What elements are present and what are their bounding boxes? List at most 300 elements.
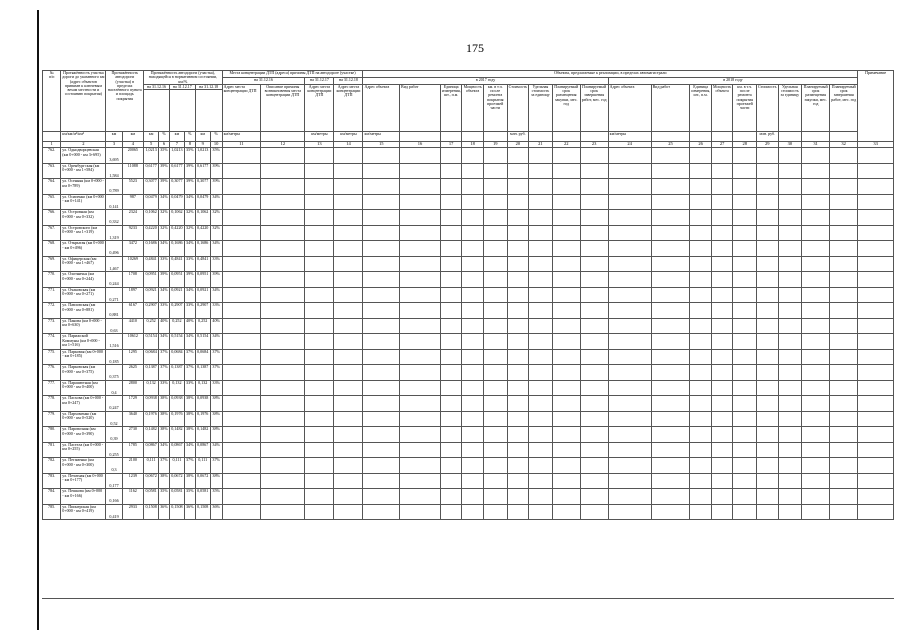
empty-cell bbox=[334, 442, 363, 458]
empty-cell bbox=[222, 318, 261, 334]
obj-address-b: Адрес объекта bbox=[608, 84, 651, 131]
empty-cell bbox=[802, 179, 830, 195]
empty-cell bbox=[651, 318, 690, 334]
empty-cell bbox=[651, 473, 690, 489]
empty-cell bbox=[733, 287, 757, 303]
year-2018: в 2018 году bbox=[608, 77, 858, 84]
row-number: 772. bbox=[43, 303, 61, 319]
empty-cell bbox=[462, 396, 484, 412]
empty-cell bbox=[830, 396, 858, 412]
norm-km-2017: 0,111 bbox=[169, 458, 184, 474]
unit-obj-ucost-b bbox=[778, 132, 802, 142]
empty-cell bbox=[440, 504, 462, 520]
row-number: 763. bbox=[43, 163, 61, 179]
unit-obj: км/метры bbox=[363, 132, 400, 142]
road-name: ул. Парижской Коммуны (км 0+000 - км 1+516) bbox=[61, 334, 106, 350]
empty-cell bbox=[440, 458, 462, 474]
empty-cell bbox=[334, 473, 363, 489]
empty-cell bbox=[802, 225, 830, 241]
empty-cell bbox=[440, 225, 462, 241]
road-area: 1785 bbox=[122, 442, 144, 458]
empty-cell bbox=[462, 365, 484, 381]
empty-cell bbox=[400, 272, 441, 288]
road-area: 1162 bbox=[122, 489, 144, 505]
empty-cell bbox=[757, 489, 779, 505]
empty-cell bbox=[690, 396, 712, 412]
norm-km-2017: 0,1686 bbox=[169, 241, 184, 257]
empty-cell bbox=[440, 179, 462, 195]
empty-cell bbox=[757, 365, 779, 381]
norm-pct-2018: 34% bbox=[210, 442, 222, 458]
empty-cell bbox=[334, 241, 363, 257]
empty-cell bbox=[651, 241, 690, 257]
empty-cell bbox=[778, 380, 802, 396]
empty-cell bbox=[552, 256, 580, 272]
empty-cell bbox=[462, 241, 484, 257]
empty-cell bbox=[507, 318, 529, 334]
norm-km-2016: 1,0213 bbox=[144, 148, 159, 164]
empty-cell bbox=[711, 396, 733, 412]
column-number: 31 bbox=[802, 142, 830, 148]
empty-cell bbox=[802, 396, 830, 412]
empty-cell bbox=[483, 318, 507, 334]
norm-pct-2017: 38% bbox=[184, 396, 195, 412]
empty-cell bbox=[222, 380, 261, 396]
empty-cell bbox=[651, 427, 690, 443]
empty-cell bbox=[305, 380, 334, 396]
empty-cell bbox=[440, 396, 462, 412]
norm-pct-2018: 37% bbox=[210, 458, 222, 474]
row-number: 773. bbox=[43, 318, 61, 334]
road-length: 0,185 bbox=[106, 349, 122, 365]
empty-cell bbox=[733, 256, 757, 272]
norm-km-2018: 0,3077 bbox=[195, 179, 210, 195]
empty-cell bbox=[802, 194, 830, 210]
table-row bbox=[43, 210, 894, 226]
empty-cell bbox=[651, 349, 690, 365]
road-area: 2324 bbox=[122, 210, 144, 226]
norm-km-2018: 0,252 bbox=[195, 318, 210, 334]
norm-pct-2017: 38% bbox=[184, 411, 195, 427]
empty-cell bbox=[305, 473, 334, 489]
empty-cell bbox=[552, 163, 580, 179]
column-number: 6 bbox=[159, 142, 170, 148]
empty-cell bbox=[363, 334, 400, 350]
road-area: 5523 bbox=[122, 179, 144, 195]
empty-cell bbox=[733, 458, 757, 474]
empty-cell bbox=[690, 427, 712, 443]
empty-cell bbox=[462, 194, 484, 210]
empty-cell bbox=[651, 396, 690, 412]
empty-cell bbox=[757, 442, 779, 458]
road-name: ул. Парковская (км 0+000 - км 0+375) bbox=[61, 365, 106, 381]
row-number: 765. bbox=[43, 194, 61, 210]
norm-km-2017: 0,0581 bbox=[169, 489, 184, 505]
empty-cell bbox=[778, 194, 802, 210]
road-area: 3640 bbox=[122, 411, 144, 427]
empty-cell bbox=[608, 148, 651, 164]
road-name: ул. Открытая (км 0+000 - км 0+496) bbox=[61, 241, 106, 257]
empty-cell bbox=[757, 504, 779, 520]
empty-cell bbox=[462, 473, 484, 489]
empty-cell bbox=[529, 458, 553, 474]
unit-pct-c: % bbox=[210, 132, 222, 142]
empty-cell bbox=[552, 287, 580, 303]
table-row bbox=[43, 349, 894, 365]
column-number: 21 bbox=[529, 142, 553, 148]
empty-cell bbox=[733, 194, 757, 210]
empty-cell bbox=[440, 148, 462, 164]
empty-cell bbox=[334, 272, 363, 288]
empty-cell bbox=[261, 427, 305, 443]
empty-cell bbox=[529, 287, 553, 303]
empty-cell bbox=[690, 318, 712, 334]
norm-km-2017: 0,3077 bbox=[169, 179, 184, 195]
empty-cell bbox=[711, 318, 733, 334]
road-name: ул. Паровозная (км 0+000 - км 0+390) bbox=[61, 427, 106, 443]
norm-pct-2016: 37% bbox=[159, 349, 170, 365]
norm-pct-2018: 40% bbox=[210, 318, 222, 334]
empty-cell bbox=[830, 194, 858, 210]
empty-cell bbox=[400, 427, 441, 443]
empty-cell bbox=[757, 225, 779, 241]
row-number: 767. bbox=[43, 225, 61, 241]
empty-cell bbox=[733, 334, 757, 350]
norm-km-2018: 0,5154 bbox=[195, 334, 210, 350]
empty-cell bbox=[733, 380, 757, 396]
empty-cell bbox=[462, 442, 484, 458]
empty-cell bbox=[580, 442, 608, 458]
norm-km-2017: 0,0867 bbox=[169, 442, 184, 458]
empty-cell bbox=[608, 365, 651, 381]
empty-cell bbox=[462, 504, 484, 520]
norm-pct-2016: 33% bbox=[159, 380, 170, 396]
column-number: 29 bbox=[757, 142, 779, 148]
road-name: ул. Островная (км 0+000 - км 0+332) bbox=[61, 210, 106, 226]
empty-cell bbox=[651, 411, 690, 427]
unit-obj-b: км/метры bbox=[608, 132, 651, 142]
unit-km-c: км bbox=[195, 132, 210, 142]
empty-cell bbox=[552, 179, 580, 195]
empty-cell bbox=[580, 458, 608, 474]
empty-cell bbox=[757, 427, 779, 443]
empty-cell bbox=[507, 334, 529, 350]
obj-km-repair: км. в т.ч. после ремонта покрытия проезжей части bbox=[483, 84, 507, 131]
unit-acc: км/метры bbox=[222, 132, 261, 142]
empty-cell bbox=[305, 148, 334, 164]
road-area: 1295 bbox=[122, 349, 144, 365]
empty-cell bbox=[757, 473, 779, 489]
column-number: 19 bbox=[483, 142, 507, 148]
norm-km-2018: 0,2907 bbox=[195, 303, 210, 319]
table-row bbox=[43, 241, 894, 257]
empty-cell bbox=[400, 458, 441, 474]
empty-cell bbox=[552, 489, 580, 505]
empty-cell bbox=[580, 256, 608, 272]
empty-cell bbox=[483, 334, 507, 350]
empty-cell bbox=[400, 194, 441, 210]
unit-km: км bbox=[106, 132, 122, 142]
empty-cell bbox=[222, 225, 261, 241]
empty-cell bbox=[711, 365, 733, 381]
row-number: 782. bbox=[43, 458, 61, 474]
norm-date-a: на 31.12.16 bbox=[144, 84, 170, 89]
empty-cell bbox=[733, 225, 757, 241]
unit-obj-unit-b bbox=[690, 132, 712, 142]
road-length: 1,584 bbox=[106, 163, 122, 179]
empty-cell bbox=[802, 473, 830, 489]
column-number: 1 bbox=[43, 142, 61, 148]
empty-cell bbox=[580, 318, 608, 334]
empty-cell bbox=[222, 504, 261, 520]
empty-cell bbox=[711, 194, 733, 210]
norm-km-2017: 0,2907 bbox=[169, 303, 184, 319]
empty-cell bbox=[529, 241, 553, 257]
column-number: 20 bbox=[507, 142, 529, 148]
obj-unit-b: Единица измерения, шт., п.м. bbox=[690, 84, 712, 131]
road-length: 0,375 bbox=[106, 365, 122, 381]
empty-cell bbox=[261, 241, 305, 257]
unit-acc-b: км/метры bbox=[305, 132, 334, 142]
empty-cell bbox=[552, 194, 580, 210]
empty-cell bbox=[733, 318, 757, 334]
empty-cell bbox=[651, 194, 690, 210]
norm-pct-2016: 34% bbox=[159, 334, 170, 350]
empty-cell bbox=[757, 163, 779, 179]
norm-pct-2016: 35% bbox=[159, 489, 170, 505]
norm-pct-2018: 37% bbox=[210, 365, 222, 381]
norm-pct-2018: 35% bbox=[210, 148, 222, 164]
empty-cell bbox=[440, 365, 462, 381]
empty-cell bbox=[483, 210, 507, 226]
table-row bbox=[43, 380, 894, 396]
empty-cell bbox=[334, 380, 363, 396]
norm-km-2017: 0,0684 bbox=[169, 349, 184, 365]
empty-cell bbox=[580, 365, 608, 381]
empty-cell bbox=[507, 489, 529, 505]
norm-km-2017: 0,4220 bbox=[169, 225, 184, 241]
unit-obj-cost: млн. руб. bbox=[507, 132, 529, 142]
road-area: 10269 bbox=[122, 256, 144, 272]
obj-cost: Стоимость bbox=[507, 84, 529, 131]
empty-cell bbox=[651, 458, 690, 474]
unit-obj-type bbox=[400, 132, 441, 142]
empty-cell bbox=[462, 380, 484, 396]
column-number: 5 bbox=[144, 142, 159, 148]
empty-cell bbox=[580, 241, 608, 257]
norm-pct-2018: 34% bbox=[210, 334, 222, 350]
empty-cell bbox=[507, 148, 529, 164]
road-name: ул. Павловская (км 0+000 - км 0+881) bbox=[61, 303, 106, 319]
empty-cell bbox=[778, 489, 802, 505]
empty-cell bbox=[552, 504, 580, 520]
empty-cell bbox=[222, 272, 261, 288]
header-row-units bbox=[43, 132, 894, 142]
empty-cell bbox=[363, 210, 400, 226]
empty-cell bbox=[363, 148, 400, 164]
empty-cell bbox=[552, 427, 580, 443]
empty-cell bbox=[651, 148, 690, 164]
empty-cell bbox=[507, 256, 529, 272]
empty-cell bbox=[552, 303, 580, 319]
unit-acc-desc bbox=[261, 132, 305, 142]
norm-km-2016: 0,1062 bbox=[144, 210, 159, 226]
road-register-table bbox=[42, 70, 894, 520]
empty-cell bbox=[608, 303, 651, 319]
acc-date-c: на 31.12.18 bbox=[334, 77, 363, 84]
empty-cell bbox=[529, 365, 553, 381]
road-name: ул. Офицерская (км 0+000 - км 1+467) bbox=[61, 256, 106, 272]
norm-km-2016: 0,4841 bbox=[144, 256, 159, 272]
empty-cell bbox=[608, 210, 651, 226]
empty-cell bbox=[507, 194, 529, 210]
empty-cell bbox=[440, 241, 462, 257]
empty-cell bbox=[733, 396, 757, 412]
empty-cell bbox=[802, 504, 830, 520]
row-number: 780. bbox=[43, 427, 61, 443]
empty-cell bbox=[858, 380, 894, 396]
road-name: ул. Пешкова (км 0+000 - км 0+166) bbox=[61, 489, 106, 505]
empty-cell bbox=[552, 225, 580, 241]
unit-no bbox=[43, 132, 61, 142]
norm-pct-2017: 39% bbox=[184, 163, 195, 179]
norm-km-2016: 0,132 bbox=[144, 380, 159, 396]
obj-unit: Единица измерения, шт., п.м. bbox=[440, 84, 462, 131]
obj-plan-start: Планируемый срок размещения закупки, мес. год bbox=[552, 84, 580, 131]
norm-km-2017: 0,132 bbox=[169, 380, 184, 396]
road-length: 0,52 bbox=[106, 411, 122, 427]
empty-cell bbox=[363, 489, 400, 505]
norm-pct-2016: 34% bbox=[159, 287, 170, 303]
road-area: 1239 bbox=[122, 473, 144, 489]
empty-cell bbox=[483, 380, 507, 396]
empty-cell bbox=[529, 179, 553, 195]
empty-cell bbox=[363, 365, 400, 381]
unit-road: км/км/м²/км² bbox=[61, 132, 106, 142]
empty-cell bbox=[507, 473, 529, 489]
empty-cell bbox=[334, 287, 363, 303]
obj-unit-cost-b: Удельная стоимость за единицу bbox=[778, 84, 802, 131]
empty-cell bbox=[462, 272, 484, 288]
empty-cell bbox=[305, 303, 334, 319]
norm-km-2017: 0,252 bbox=[169, 318, 184, 334]
empty-cell bbox=[651, 380, 690, 396]
norm-pct-2018: 34% bbox=[210, 287, 222, 303]
row-number: 779. bbox=[43, 411, 61, 427]
empty-cell bbox=[858, 303, 894, 319]
norm-pct-2016: 33% bbox=[159, 303, 170, 319]
norm-pct-2017: 33% bbox=[184, 303, 195, 319]
column-number: 14 bbox=[334, 142, 363, 148]
empty-cell bbox=[830, 334, 858, 350]
empty-cell bbox=[711, 489, 733, 505]
empty-cell bbox=[830, 411, 858, 427]
empty-cell bbox=[483, 504, 507, 520]
empty-cell bbox=[690, 241, 712, 257]
empty-cell bbox=[400, 318, 441, 334]
norm-pct-2017: 34% bbox=[184, 241, 195, 257]
unit-km-b: км bbox=[169, 132, 184, 142]
empty-cell bbox=[261, 256, 305, 272]
road-length: 0,247 bbox=[106, 396, 122, 412]
empty-cell bbox=[552, 334, 580, 350]
table-row bbox=[43, 442, 894, 458]
table-row bbox=[43, 163, 894, 179]
empty-cell bbox=[334, 303, 363, 319]
empty-cell bbox=[651, 287, 690, 303]
empty-cell bbox=[363, 194, 400, 210]
empty-cell bbox=[483, 489, 507, 505]
unit-obj-ucost bbox=[529, 132, 553, 142]
empty-cell bbox=[757, 396, 779, 412]
empty-cell bbox=[529, 473, 553, 489]
norm-pct-2017: 33% bbox=[184, 256, 195, 272]
empty-cell bbox=[802, 318, 830, 334]
empty-cell bbox=[222, 303, 261, 319]
norm-pct-2016: 40% bbox=[159, 318, 170, 334]
road-length: 0,39 bbox=[106, 427, 122, 443]
road-area: 3472 bbox=[122, 241, 144, 257]
column-number: 25 bbox=[651, 142, 690, 148]
norm-km-2018: 0,4841 bbox=[195, 256, 210, 272]
empty-cell bbox=[802, 256, 830, 272]
empty-cell bbox=[363, 163, 400, 179]
empty-cell bbox=[305, 427, 334, 443]
empty-cell bbox=[608, 396, 651, 412]
empty-cell bbox=[261, 489, 305, 505]
table-bottom-rule bbox=[42, 598, 894, 599]
empty-cell bbox=[830, 473, 858, 489]
norm-pct-2018: 33% bbox=[210, 303, 222, 319]
empty-cell bbox=[334, 349, 363, 365]
row-number: 785. bbox=[43, 504, 61, 520]
norm-pct-2016: 38% bbox=[159, 411, 170, 427]
norm-km-2017: 0,1976 bbox=[169, 411, 184, 427]
norm-km-2016: 0,5154 bbox=[144, 334, 159, 350]
empty-cell bbox=[830, 427, 858, 443]
col-header-accidents: Места концентрации ДТП (адреса) причины ДТП на автодороге (участке) bbox=[222, 71, 363, 78]
empty-cell bbox=[608, 334, 651, 350]
road-length: 0,166 bbox=[106, 489, 122, 505]
empty-cell bbox=[334, 210, 363, 226]
empty-cell bbox=[778, 396, 802, 412]
empty-cell bbox=[529, 148, 553, 164]
empty-cell bbox=[580, 272, 608, 288]
norm-km-2018: 0,132 bbox=[195, 380, 210, 396]
empty-cell bbox=[858, 194, 894, 210]
empty-cell bbox=[363, 179, 400, 195]
empty-cell bbox=[222, 148, 261, 164]
road-area: 20065 bbox=[122, 148, 144, 164]
empty-cell bbox=[440, 318, 462, 334]
empty-cell bbox=[483, 287, 507, 303]
column-number: 28 bbox=[733, 142, 757, 148]
empty-cell bbox=[507, 365, 529, 381]
empty-cell bbox=[334, 163, 363, 179]
road-name: ул. Оренбургская (км 0+000 - км 1+584) bbox=[61, 163, 106, 179]
road-length: 1,467 bbox=[106, 256, 122, 272]
empty-cell bbox=[711, 225, 733, 241]
table-row bbox=[43, 194, 894, 210]
norm-pct-2018: 38% bbox=[210, 473, 222, 489]
road-length: 1,319 bbox=[106, 225, 122, 241]
empty-cell bbox=[733, 349, 757, 365]
empty-cell bbox=[711, 349, 733, 365]
norm-pct-2017: 37% bbox=[184, 349, 195, 365]
empty-cell bbox=[222, 489, 261, 505]
column-number: 9 bbox=[195, 142, 210, 148]
empty-cell bbox=[483, 411, 507, 427]
